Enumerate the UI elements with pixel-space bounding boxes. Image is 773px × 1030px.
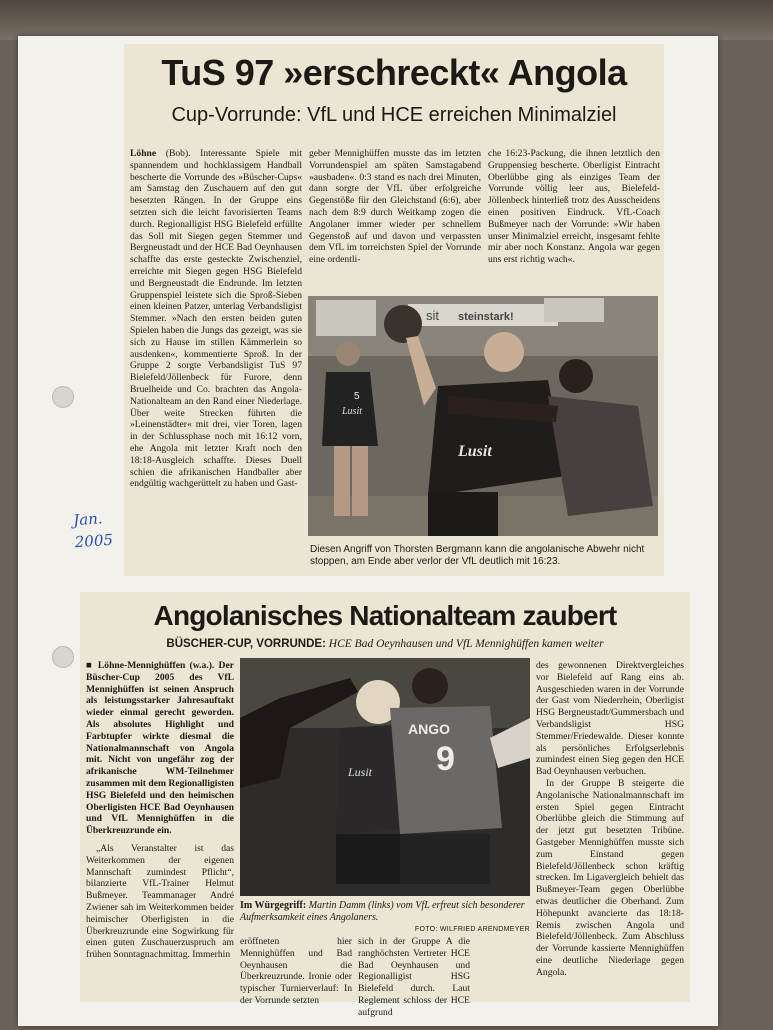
newspaper-clipping-1 — [124, 44, 664, 576]
punch-hole — [52, 386, 74, 408]
article2-col1-text: „Als Veranstalter ist das Weiterkommen der eigenen Mannschaft zumindest Pflicht“, bilanzierte VfL-Trainer Helmut Bußmeyer. Teammanager André Zwiener sah im Weiterkommen beider heimischer Oberligisten in die Überkreuzrunde eine Sogwirkung für einen guten Zuschauerzuspruch am frühen Sonntagnachmittag. Immerhin — [86, 842, 234, 961]
article1-column-2 — [309, 148, 481, 300]
article1-col2-text: geber Mennighüffen musste das im letzten Vorrundenspiel am späten Samstagabend »ausbaden«. 0:3 stand es nach drei Minuten, dann sorgte der VfL über erfolgreiche Gegenstöße für den Gleichstand (6:6), aber nach dem 8:9 durch Weitkamp zogen die Angolaner immer wieder per schnellem Gegenstoß auf und davon und verpassten dem VfL im torreichsten Spiel der Vorrunde eine ordentli- — [309, 148, 481, 266]
article1-column-3 — [488, 148, 660, 300]
article1-col3-text: che 16:23-Packung, die ihnen letztlich den Gruppensieg bescherte. Oberligist Eintracht Oberlübbe ging als einziges Team der Vorrunde völlig leer aus, Bielefeld-Jöllenbeck hinterließ trotz des Ausscheidens einen positiven Eindruck. VfL-Coach Bußmeyer nach der Vorrunde: »Wir haben unser Minimalziel erreicht, insgesamt fehlte mir aber noch Konstanz. Angola war gegen uns erst richtig wach«. — [488, 148, 660, 266]
handwritten-month: Jan. — [72, 509, 104, 530]
article1-column-1 — [130, 148, 302, 572]
punch-hole — [52, 646, 74, 668]
jersey-number-angola: 9 — [436, 740, 455, 778]
article2-photo — [240, 658, 530, 896]
article1-photo — [308, 296, 658, 536]
handball-photo-illustration — [308, 296, 658, 536]
jersey-text-left: Lusit — [342, 406, 363, 417]
article1-dateline: Löhne — [130, 148, 157, 159]
banner-text-2: steinstark! — [458, 311, 514, 323]
article2-caption-label: Im Würgegriff: — [240, 900, 307, 911]
article2-column-3 — [358, 936, 470, 1018]
jersey-text-main: Lusit — [458, 443, 492, 460]
article1-headline: TuS 97 »erschreckt« Angola — [161, 52, 627, 93]
newspaper-clipping-2 — [80, 592, 690, 1018]
handball-photo-illustration-2 — [240, 658, 530, 896]
article1-author: (Bob). — [165, 148, 191, 159]
article1-subheadline: Cup-Vorrunde: VfL und HCE erreichen Minimalziel — [171, 104, 617, 126]
article2-subheadline: HCE Bad Oeynhausen und VfL Mennighüffen kamen weiter — [328, 638, 604, 650]
handwritten-date-note — [73, 507, 114, 554]
article2-kicker: BÜSCHER-CUP, VORRUNDE: — [166, 638, 326, 650]
photo-credit: FOTO: WILFRIED ARENDMEYER — [414, 926, 530, 933]
article2-column-4 — [536, 660, 684, 1000]
article2-subheadline-line — [80, 636, 690, 652]
article2-caption-text: Martin Damm (links) vom VfL erfreut sich besonderer Aufmerksamkeit eines Angolaners. — [240, 900, 525, 923]
article2-col4-text1: des gewonnenen Direktvergleiches vor Bielefeld auf Rang eins ab. Ausgeschieden waren in der Vorrunde der Gast vom Niederrhein, Oberligist HSG Bergneustadt/Gummersbach und Verbandsligist HSG Stemmer/Friedewalde. Dieser konnte als persönliches Erfolgserlebnis zumindest einen Sieg gegen den HCE Bad Oeynhausen verbuchen. — [536, 660, 684, 778]
banner-text: sit — [426, 308, 439, 323]
article2-col4-text2: In der Gruppe B steigerte die Angolanische Nationalmannschaft im ersten Spiel gegen Eintracht Oberlübbe gleich die Stimmung auf der jetzt gut besetzten Tribüne. Gastgeber Mennighüffen musste sich zum Einstand gegen Bielefeld/Jöllenbeck schon kräftig strecken. Im Ligavergleich behielt das Bußmeyer-Team gegen Oberlübbe etwas deutlicher die Oberhand. Zum Höhepunkt avancierte das 18:18-Remis zwischen Angola und Bielefeld/Jöllenbeck. Zum Abschluss der Vorrunde kassierte Mennighüffen eine deutliche Niederlage gegen Angola. — [536, 777, 684, 978]
article1-photo-caption: Diesen Angriff von Thorsten Bergmann kann die angolanische Abwehr nicht stoppen, am Ende aber verlor der VfL deutlich mit 16:23. — [310, 544, 645, 567]
article2-lead: Löhne-Mennighüffen (w.a.). Der Büscher-Cup 2005 des VfL Mennighüffen ist seinen Anspruch als leistungsstarker Jahresauftakt wieder einmal gerecht geworden. Als absolutes Highlight und Farbtupfer wirkte diesmal die Nationalmannschaft von Angola mit. Nicht von ungefähr zog der afrikanische WM-Teilnehmer zusammen mit dem Regionalligisten HSG Bielefeld und den heimischen Oberligisten HCE Bad Oeynhausen und VfL Mennighüffen in die Überkreuzrunde ein. — [86, 660, 234, 837]
article2-col3-text: sich in der Gruppe A die ranghöchsten Vertreter HCE Bad Oeynhausen und Regionalligist HSG Bielefeld durch. Laut Reglement schloss der HCE aufgrund — [358, 936, 470, 1018]
article2-column-2 — [240, 936, 352, 1006]
article2-column-1 — [86, 660, 234, 1000]
article2-photo-caption — [240, 900, 530, 936]
article2-headline: Angolanisches Nationalteam zaubert — [153, 600, 617, 631]
square-bullet-icon: ■ — [86, 660, 94, 671]
jersey-number-left: 5 — [354, 391, 360, 402]
handwritten-year: 2005 — [74, 530, 114, 552]
jersey-text-white: Lusit — [348, 765, 373, 779]
jersey-text-angola: ANGO — [408, 721, 450, 737]
article2-col2-text: eröffneten hier Mennighüffen und Bad Oeynhausen die Überkreuzrunde. Ironie oder typischer Turnierverlauf: In der Vorrunde setzten — [240, 936, 352, 1006]
article1-col1-text: Interessante Spiele mit spannendem und hochklassigem Handball bescherte die Vorrunde des »Büscher-Cups« am Samstag den Zuschauern auf den gut besetzten Rängen. In der Gruppe eins setzten sich die leicht favorisierten Teams durch. Regionalligist HSG Bielefeld erfüllte das Soll mit Siegen gegen Stemmer und Bergneustadt und der HCE Bad Oeynhausen schaffte das erste gesteckte Zwischenziel, erreichte mit Siegen gegen HSG Bielefeld und Bergneustadt die Endrunde. Im letzten Gruppenspiel leistete sich die Sproß-Sieben einen kleinen Patzer, unterlag Verbandsligist Stemmer. »Nach den ersten beiden guten Spielen haben die Jungs das gezeigt, was sie sich zu Hause im stillen Kämmerlein so ausdenken«, kommentierte Sproß. In der Gruppe 2 sorgte Verbandsligist TuS 97 Bielefeld/Jöllenbeck für Furore, denn Bruelheide und Co. brachten das Angola-Nationalteam an den Rand einer Niederlage. Über weite Strecken führten die »Leinenstädter« mit drei, vier Toren, lagen in der Schlussphase noch mit 16:12 vorn, ehe Angola mit letzter Kraft noch den 18:18-Ausgleich schaffte. Dieses Duell schien die afrikanischen Handballer aber endgültig wachgerüttelt zu haben und Gast- — [130, 148, 302, 490]
background-surface — [0, 0, 773, 40]
